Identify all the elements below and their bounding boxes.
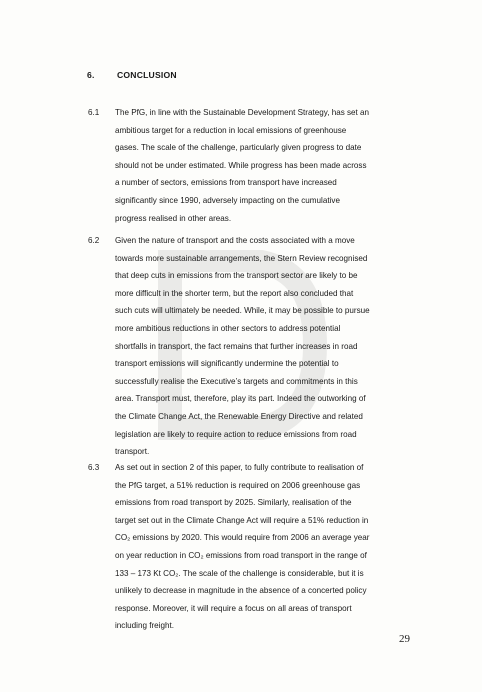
text-line: towards more sustainable arrangements, the Stern Review recognised [115, 253, 368, 263]
text-line: progress realised in other areas. [115, 213, 232, 223]
text-line: transport emissions will significantly undermine the potential to [115, 359, 339, 369]
text-line: ambitious target for a reduction in local emissions of greenhouse [115, 125, 347, 135]
text-line: gases. The scale of the challenge, particularly given progress to date [115, 143, 362, 153]
text-line: that deep cuts in emissions from the transport sector are likely to be [115, 271, 358, 281]
text-line: 133 – 173 Kt CO₂. The scale of the challenge is considerable, but it is [115, 568, 364, 578]
text-line: transport. [115, 447, 150, 457]
text-line: response. Moreover, it will require a focus on all areas of transport [115, 603, 352, 613]
text-line: on year reduction in CO₂ emissions from road transport in the range of [115, 550, 367, 560]
text-line: The PfG, in line with the Sustainable Development Strategy, has set an [115, 108, 370, 117]
text-line: more difficult in the shorter term, but the report also concluded that [115, 288, 354, 298]
section-number: 6. [87, 70, 95, 80]
text-line: the Climate Change Act, the Renewable Energy Directive and related [115, 411, 363, 421]
paragraph-number: 6.2 [88, 236, 100, 245]
text-line: Given the nature of transport and the costs associated with a move [115, 236, 355, 245]
text-line: CO₂ emissions by 2020. This would require from 2006 an average year [115, 533, 370, 543]
text-line: including freight. [115, 621, 174, 631]
text-line: unlikely to decrease in magnitude in the absence of a concerted policy [115, 586, 367, 596]
paragraph-number: 6.1 [88, 108, 100, 117]
text-line: successfully realise the Executive’s targets and commitments in this [115, 376, 358, 386]
section-title: CONCLUSION [117, 70, 177, 80]
paragraph-text [115, 104, 427, 227]
page-number: 29 [399, 633, 410, 645]
text-line: more ambitious reductions in other sectors to address potential [115, 323, 341, 333]
text-line: target set out in the Climate Change Act will require a 51% reduction in [115, 515, 369, 525]
text-line: a number of sectors, emissions from transport have increased [115, 178, 337, 188]
text-line: area. Transport must, therefore, play its part. Indeed the outworking of [115, 394, 366, 404]
text-line: emissions from road transport by 2025. Similarly, realisation of the [115, 498, 352, 508]
paragraph-number: 6.3 [88, 463, 100, 472]
text-line: legislation are likely to require action to reduce emissions from road [115, 429, 357, 439]
text-line: significantly since 1990, adversely impacting on the cumulative [115, 195, 340, 205]
text-line: the PfG target, a 51% reduction is required on 2006 greenhouse gas [115, 480, 361, 490]
text-line: shortfalls in transport, the fact remains that further increases in road [115, 341, 358, 351]
paragraph-text [115, 459, 427, 635]
text-line: such cuts will ultimately be needed. While, it may be possible to pursue [115, 306, 370, 316]
paragraph-text [115, 232, 427, 461]
text-line: should not be under estimated. While progress has been made across [115, 160, 367, 170]
text-line: As set out in section 2 of this paper, to fully contribute to realisation of [115, 463, 364, 472]
section-heading [87, 70, 177, 80]
